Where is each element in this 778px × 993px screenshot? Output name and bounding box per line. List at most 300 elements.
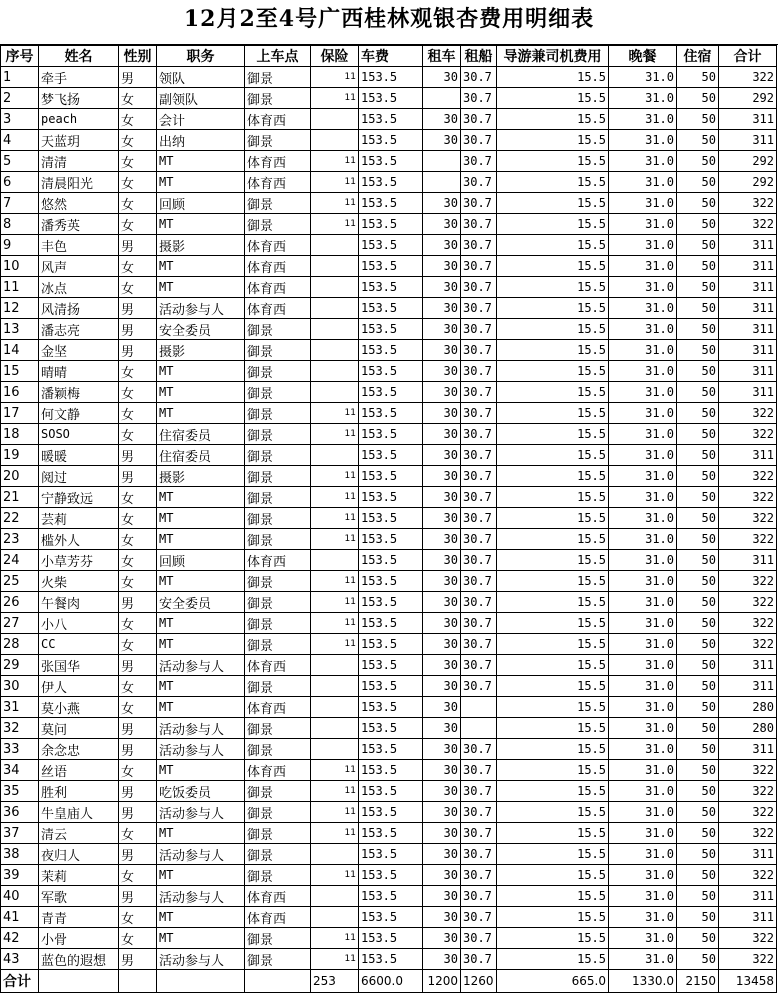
header-guide: 导游兼司机费用 [497,46,609,67]
cell-pickup: 体育西 [245,886,311,907]
cell-gender: 女 [119,151,157,172]
cell-fare: 153.5 [359,571,423,592]
cell-fare: 153.5 [359,613,423,634]
cell-sum: 311 [719,340,777,361]
cell-dinner: 31.0 [609,907,677,928]
cell-role: 副领队 [157,88,245,109]
cell-car [423,151,461,172]
cell-guide: 15.5 [497,613,609,634]
cell-sum: 292 [719,88,777,109]
table-row [1,592,777,613]
cell-name: 牛皇庙人 [39,802,119,823]
cell-guide: 15.5 [497,319,609,340]
cell-lodging: 50 [677,235,719,256]
cell-guide: 15.5 [497,466,609,487]
cell-dinner: 31.0 [609,382,677,403]
cell-gender: 女 [119,550,157,571]
cell-car: 30 [423,886,461,907]
cell-guide: 15.5 [497,781,609,802]
cell-guide: 15.5 [497,550,609,571]
cell-seq: 22 [1,508,39,529]
cell-role: 回顾 [157,550,245,571]
cell-insurance: 11 [311,403,359,424]
cell-boat: 30.7 [461,361,497,382]
cell-lodging: 50 [677,844,719,865]
cell-boat: 30.7 [461,550,497,571]
cell-pickup: 御景 [245,865,311,886]
cell-role: MT [157,823,245,844]
cell-guide: 15.5 [497,487,609,508]
cell-insurance [311,319,359,340]
cell-sum: 311 [719,550,777,571]
cell-dinner: 31.0 [609,151,677,172]
cell-boat: 30.7 [461,823,497,844]
cell-insurance [311,340,359,361]
cell-role: 活动参与人 [157,298,245,319]
cell-dinner: 31.0 [609,739,677,760]
cell-fare: 153.5 [359,949,423,970]
cell-insurance: 11 [311,760,359,781]
cell-boat: 30.7 [461,235,497,256]
total-empty [245,970,311,993]
cell-lodging: 50 [677,613,719,634]
table-row [1,655,777,676]
cell-gender: 女 [119,193,157,214]
cell-fare: 153.5 [359,256,423,277]
cell-name: 小草芳芬 [39,550,119,571]
cell-seq: 18 [1,424,39,445]
cell-seq: 26 [1,592,39,613]
cell-pickup: 御景 [245,613,311,634]
total-guide: 665.0 [497,970,609,993]
cell-sum: 322 [719,403,777,424]
cell-pickup: 御景 [245,130,311,151]
cell-dinner: 31.0 [609,676,677,697]
cell-seq: 4 [1,130,39,151]
cell-seq: 25 [1,571,39,592]
cell-name: 风清扬 [39,298,119,319]
cell-fare: 153.5 [359,508,423,529]
cell-car: 30 [423,613,461,634]
cell-gender: 女 [119,760,157,781]
cell-lodging: 50 [677,151,719,172]
cell-name: 潘秀英 [39,214,119,235]
cell-insurance [311,277,359,298]
cell-pickup: 御景 [245,928,311,949]
cell-insurance: 11 [311,67,359,88]
cell-name: 宁静致远 [39,487,119,508]
cell-car: 30 [423,760,461,781]
cell-lodging: 50 [677,697,719,718]
cell-gender: 女 [119,928,157,949]
cell-role: MT [157,697,245,718]
cell-lodging: 50 [677,634,719,655]
cell-dinner: 31.0 [609,340,677,361]
cell-boat: 30.7 [461,340,497,361]
cell-guide: 15.5 [497,382,609,403]
table-row [1,928,777,949]
cell-seq: 9 [1,235,39,256]
cell-pickup: 御景 [245,466,311,487]
cell-name: 阅过 [39,466,119,487]
cell-insurance [311,235,359,256]
cell-sum: 322 [719,67,777,88]
cell-seq: 30 [1,676,39,697]
total-car: 1200 [423,970,461,993]
cell-seq: 41 [1,907,39,928]
cell-insurance: 11 [311,487,359,508]
table-row [1,466,777,487]
table-row [1,781,777,802]
cell-name: 槛外人 [39,529,119,550]
table-row [1,802,777,823]
cell-name: 暖暖 [39,445,119,466]
cell-guide: 15.5 [497,886,609,907]
table-row [1,298,777,319]
cell-role: 安全委员 [157,319,245,340]
cell-gender: 男 [119,739,157,760]
cell-boat: 30.7 [461,739,497,760]
cell-boat: 30.7 [461,634,497,655]
cell-gender: 女 [119,823,157,844]
header-seq: 序号 [1,46,39,67]
cell-car: 30 [423,424,461,445]
cell-name: 张国华 [39,655,119,676]
cell-car: 30 [423,319,461,340]
cell-fare: 153.5 [359,466,423,487]
cell-sum: 311 [719,739,777,760]
cell-sum: 311 [719,361,777,382]
cell-boat: 30.7 [461,403,497,424]
cell-insurance [311,298,359,319]
cell-insurance [311,739,359,760]
cell-insurance [311,676,359,697]
cell-gender: 女 [119,130,157,151]
cell-lodging: 50 [677,214,719,235]
cell-dinner: 31.0 [609,571,677,592]
cell-name: 余念忠 [39,739,119,760]
cell-pickup: 御景 [245,781,311,802]
cell-dinner: 31.0 [609,529,677,550]
page-title: 12月2至4号广西桂林观银杏费用明细表 [0,0,778,45]
cell-lodging: 50 [677,172,719,193]
cell-gender: 男 [119,319,157,340]
cell-sum: 311 [719,655,777,676]
cell-gender: 女 [119,613,157,634]
cell-pickup: 御景 [245,319,311,340]
cell-role: MT [157,487,245,508]
cell-gender: 女 [119,109,157,130]
cell-pickup: 御景 [245,445,311,466]
cell-seq: 33 [1,739,39,760]
cell-name: 清晨阳光 [39,172,119,193]
cell-dinner: 31.0 [609,214,677,235]
cell-boat: 30.7 [461,571,497,592]
cell-boat: 30.7 [461,214,497,235]
header-insurance: 保险 [311,46,359,67]
cell-lodging: 50 [677,550,719,571]
total-lodging: 2150 [677,970,719,993]
cell-guide: 15.5 [497,760,609,781]
cell-seq: 35 [1,781,39,802]
cell-role: 会计 [157,109,245,130]
cell-seq: 17 [1,403,39,424]
cell-seq: 32 [1,718,39,739]
cell-seq: 42 [1,928,39,949]
cell-guide: 15.5 [497,718,609,739]
cell-fare: 153.5 [359,592,423,613]
cell-role: MT [157,613,245,634]
cell-car [423,172,461,193]
cell-pickup: 御景 [245,487,311,508]
cell-car: 30 [423,214,461,235]
cell-car: 30 [423,487,461,508]
cell-insurance [311,109,359,130]
cell-sum: 292 [719,172,777,193]
cell-name: 清云 [39,823,119,844]
cell-guide: 15.5 [497,109,609,130]
cell-car: 30 [423,676,461,697]
table-row [1,718,777,739]
cell-boat: 30.7 [461,886,497,907]
total-dinner: 1330.0 [609,970,677,993]
cell-fare: 153.5 [359,718,423,739]
cell-pickup: 御景 [245,67,311,88]
cell-boat: 30.7 [461,256,497,277]
cell-dinner: 31.0 [609,403,677,424]
table-row [1,571,777,592]
cell-fare: 153.5 [359,382,423,403]
cell-role: MT [157,676,245,697]
cell-name: 梦飞扬 [39,88,119,109]
cell-seq: 23 [1,529,39,550]
cell-car: 30 [423,907,461,928]
table-row [1,172,777,193]
cell-name: 晴晴 [39,361,119,382]
cell-sum: 311 [719,907,777,928]
cell-role: 吃饭委员 [157,781,245,802]
cell-dinner: 31.0 [609,928,677,949]
cell-sum: 322 [719,613,777,634]
cell-car: 30 [423,130,461,151]
cell-seq: 16 [1,382,39,403]
cell-pickup: 体育西 [245,151,311,172]
cell-dinner: 31.0 [609,592,677,613]
cell-sum: 322 [719,949,777,970]
cell-fare: 153.5 [359,235,423,256]
cell-fare: 153.5 [359,151,423,172]
cell-pickup: 体育西 [245,298,311,319]
cell-lodging: 50 [677,529,719,550]
cell-guide: 15.5 [497,361,609,382]
total-boat: 1260 [461,970,497,993]
cell-insurance: 11 [311,508,359,529]
total-sum: 13458 [719,970,777,993]
cell-lodging: 50 [677,928,719,949]
cell-name: 莫问 [39,718,119,739]
cell-lodging: 50 [677,319,719,340]
cell-gender: 女 [119,424,157,445]
cell-insurance: 11 [311,571,359,592]
table-row [1,130,777,151]
cell-dinner: 31.0 [609,760,677,781]
cell-gender: 男 [119,802,157,823]
table-row [1,424,777,445]
cell-gender: 女 [119,172,157,193]
cell-car: 30 [423,865,461,886]
header-name: 姓名 [39,46,119,67]
cell-fare: 153.5 [359,193,423,214]
cell-gender: 女 [119,907,157,928]
cell-boat: 30.7 [461,319,497,340]
cell-fare: 153.5 [359,403,423,424]
cell-dinner: 31.0 [609,823,677,844]
cell-gender: 女 [119,865,157,886]
cell-sum: 292 [719,151,777,172]
cell-guide: 15.5 [497,235,609,256]
cell-seq: 20 [1,466,39,487]
cell-insurance [311,361,359,382]
cell-car: 30 [423,235,461,256]
cell-car: 30 [423,634,461,655]
cell-boat: 30.7 [461,151,497,172]
cell-boat: 30.7 [461,781,497,802]
cell-role: MT [157,277,245,298]
cell-name: 风声 [39,256,119,277]
cell-name: 牵手 [39,67,119,88]
header-role: 职务 [157,46,245,67]
cell-gender: 女 [119,382,157,403]
cell-sum: 322 [719,571,777,592]
cell-seq: 34 [1,760,39,781]
cell-seq: 14 [1,340,39,361]
cell-boat [461,697,497,718]
table-row [1,487,777,508]
cell-role: 安全委员 [157,592,245,613]
cell-pickup: 御景 [245,88,311,109]
expense-table [0,45,777,993]
cell-seq: 39 [1,865,39,886]
cell-fare: 153.5 [359,865,423,886]
cell-name: 潘颖梅 [39,382,119,403]
cell-sum: 311 [719,298,777,319]
cell-role: MT [157,529,245,550]
cell-dinner: 31.0 [609,655,677,676]
cell-pickup: 体育西 [245,760,311,781]
cell-seq: 40 [1,886,39,907]
cell-fare: 153.5 [359,676,423,697]
table-row [1,613,777,634]
cell-sum: 280 [719,718,777,739]
cell-fare: 153.5 [359,361,423,382]
cell-car: 30 [423,298,461,319]
cell-insurance [311,886,359,907]
cell-insurance [311,130,359,151]
cell-dinner: 31.0 [609,319,677,340]
cell-lodging: 50 [677,466,719,487]
table-row [1,844,777,865]
cell-guide: 15.5 [497,907,609,928]
cell-car: 30 [423,655,461,676]
cell-boat: 30.7 [461,844,497,865]
cell-fare: 153.5 [359,487,423,508]
cell-lodging: 50 [677,403,719,424]
cell-boat: 30.7 [461,928,497,949]
cell-fare: 153.5 [359,634,423,655]
cell-seq: 13 [1,319,39,340]
cell-gender: 男 [119,298,157,319]
total-label: 合计 [1,970,39,993]
cell-lodging: 50 [677,865,719,886]
cell-boat: 30.7 [461,655,497,676]
cell-name: 蓝色的遐想 [39,949,119,970]
cell-sum: 311 [719,235,777,256]
table-row [1,403,777,424]
cell-role: 摄影 [157,466,245,487]
table-row [1,340,777,361]
cell-insurance: 11 [311,88,359,109]
cell-sum: 311 [719,277,777,298]
cell-insurance: 11 [311,949,359,970]
cell-role: MT [157,928,245,949]
cell-insurance [311,907,359,928]
cell-role: MT [157,151,245,172]
cell-name: 胜利 [39,781,119,802]
cell-insurance [311,550,359,571]
cell-fare: 153.5 [359,781,423,802]
cell-insurance: 11 [311,466,359,487]
cell-car: 30 [423,67,461,88]
cell-lodging: 50 [677,130,719,151]
cell-guide: 15.5 [497,739,609,760]
cell-pickup: 御景 [245,949,311,970]
cell-guide: 15.5 [497,214,609,235]
cell-name: 莫小燕 [39,697,119,718]
header-gender: 性别 [119,46,157,67]
cell-boat: 30.7 [461,172,497,193]
cell-gender: 女 [119,361,157,382]
cell-name: 何文静 [39,403,119,424]
cell-fare: 153.5 [359,739,423,760]
cell-insurance [311,718,359,739]
cell-fare: 153.5 [359,760,423,781]
cell-fare: 153.5 [359,802,423,823]
cell-boat: 30.7 [461,130,497,151]
cell-lodging: 50 [677,382,719,403]
cell-gender: 女 [119,277,157,298]
table-row [1,676,777,697]
cell-boat: 30.7 [461,508,497,529]
cell-insurance: 11 [311,214,359,235]
cell-gender: 男 [119,67,157,88]
cell-boat: 30.7 [461,382,497,403]
cell-insurance: 11 [311,781,359,802]
cell-dinner: 31.0 [609,277,677,298]
cell-fare: 153.5 [359,529,423,550]
cell-pickup: 体育西 [245,697,311,718]
cell-guide: 15.5 [497,172,609,193]
cell-gender: 男 [119,886,157,907]
table-row [1,235,777,256]
cell-gender: 男 [119,655,157,676]
cell-boat: 30.7 [461,676,497,697]
cell-car: 30 [423,802,461,823]
cell-gender: 女 [119,487,157,508]
cell-dinner: 31.0 [609,550,677,571]
table-row [1,151,777,172]
cell-fare: 153.5 [359,445,423,466]
table-row [1,277,777,298]
